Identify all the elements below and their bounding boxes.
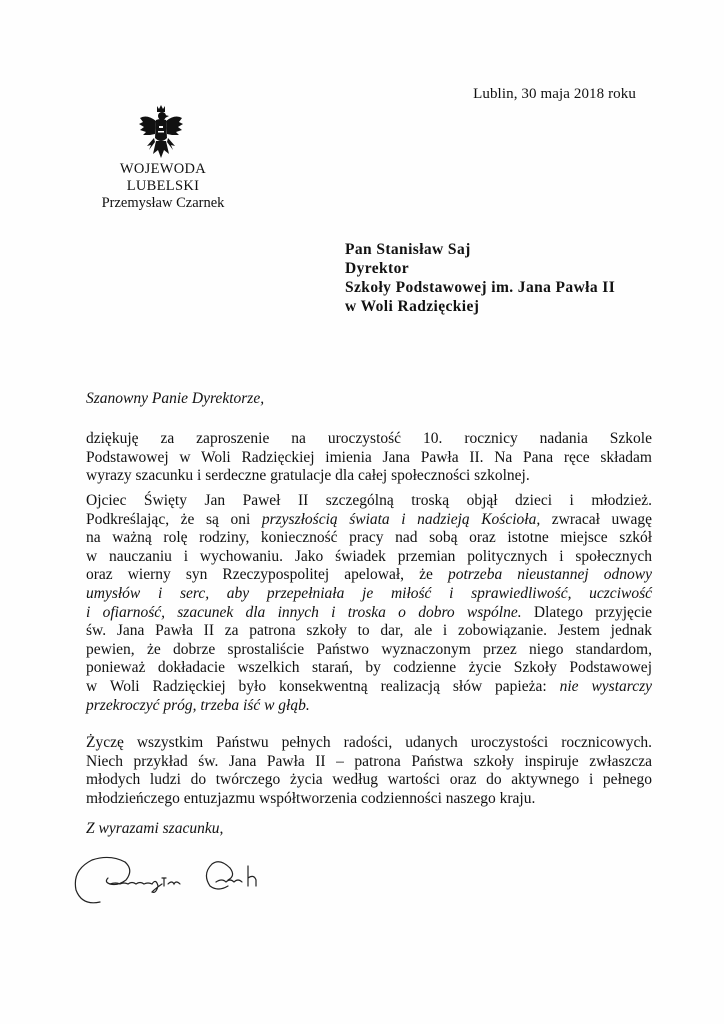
text-line: dziękuję za zaproszenie na uroczystość 10. rocznicy nadania Szkole — [86, 430, 652, 447]
quote-span: nie wystarczy — [559, 677, 652, 695]
recipient-name: Pan Stanisław Saj — [345, 241, 471, 258]
quote-span: potrzeba nieustannej odnowy — [447, 566, 652, 584]
quote-span: i ofiarność, szacunek dla innych i troska o dobro wspólne. — [86, 603, 522, 621]
text-line: Życzę wszystkim Państwu pełnych radości, udanych uroczystości rocznicowych. — [86, 734, 652, 751]
text-line — [86, 585, 652, 604]
sender-block — [83, 161, 243, 212]
sender-name: Przemysław Czarnek — [101, 195, 225, 211]
paragraph-thanks — [86, 430, 652, 486]
text-line — [86, 697, 652, 716]
text-line: na ważną rolę rodziny, konieczność pracy nad sobą oraz istotne miejsce szkół — [86, 529, 652, 547]
quote-span: przekroczyć próg, trzeba iść w głąb. — [86, 696, 310, 714]
recipient-school: Szkoły Podstawowej im. Jana Pawła II — [345, 279, 616, 296]
text-line — [86, 511, 652, 530]
text-line: Podstawowej w Woli Radzięckiej imienia Jana Pawła II. Na Pana ręce składam — [86, 448, 652, 466]
text-line: Ojciec Święty Jan Paweł II szczególną troską objął dzieci i młodzież. — [86, 492, 652, 509]
text-line: młodych ludzi do twórczego życia według wartości oraz do aktywnego i pełnego — [86, 771, 652, 789]
salutation: Szanowny Panie Dyrektorze, — [86, 390, 265, 407]
text-line — [86, 566, 652, 585]
text-line: ponieważ dokładacie wszelkich starań, by codzienne życie Szkoły Podstawowej — [86, 659, 652, 677]
text-line: wyrazy szacunku i serdeczne gratulacje dla całej społeczności szkolnej. — [86, 467, 530, 485]
closing-phrase: Z wyrazami szacunku, — [86, 820, 224, 837]
recipient-title: Dyrektor — [345, 260, 410, 277]
text-span: Podkreślając, że są oni — [86, 510, 262, 528]
paragraph-wishes — [86, 734, 652, 808]
text-line — [86, 678, 652, 697]
recipient-address — [345, 240, 615, 316]
text-line: młodzieńczego entuzjazmu współtworzenia codzienności naszego kraju. — [86, 789, 536, 807]
paragraph-john-paul-ii — [86, 492, 652, 715]
text-span: w Woli Radzięckiej było konsekwentną realizacją słów papieża: — [86, 677, 560, 695]
sender-office: WOJEWODA LUBELSKI — [119, 161, 207, 194]
quote-span: umysłów i serc, aby przepełniała je miłość i sprawiedliwość, uczciwość — [86, 584, 652, 602]
text-span: oraz wierny syn Rzeczypospolitej apelował, że — [86, 566, 448, 584]
polish-eagle-emblem-icon — [137, 104, 185, 160]
recipient-location: w Woli Radzięckiej — [345, 298, 480, 315]
text-line: w nauczaniu i wychowaniu. Jako świadek przemian politycznych i społecznych — [86, 547, 652, 565]
place-and-date: Lublin, 30 maja 2018 roku — [473, 86, 636, 102]
quote-span: przyszłością świata i nadzieją Kościoła, — [261, 510, 541, 528]
text-line — [86, 604, 652, 623]
text-line: pewien, że dobrze sprostaliście Państwo wyznaczonym przez niego standardom, — [86, 640, 652, 658]
text-span: zwracał uwagę — [540, 510, 652, 528]
text-span: Dlatego przyjęcie — [521, 603, 653, 621]
text-line: św. Jana Pawła II za patrona szkoły to dar, ale i zobowiązanie. Jestem jednak — [86, 622, 652, 640]
handwritten-signature-icon — [70, 848, 290, 918]
text-line: Niech przykład św. Jana Pawła II – patrona Państwa szkoły inspiruje zwłaszcza — [86, 752, 652, 770]
